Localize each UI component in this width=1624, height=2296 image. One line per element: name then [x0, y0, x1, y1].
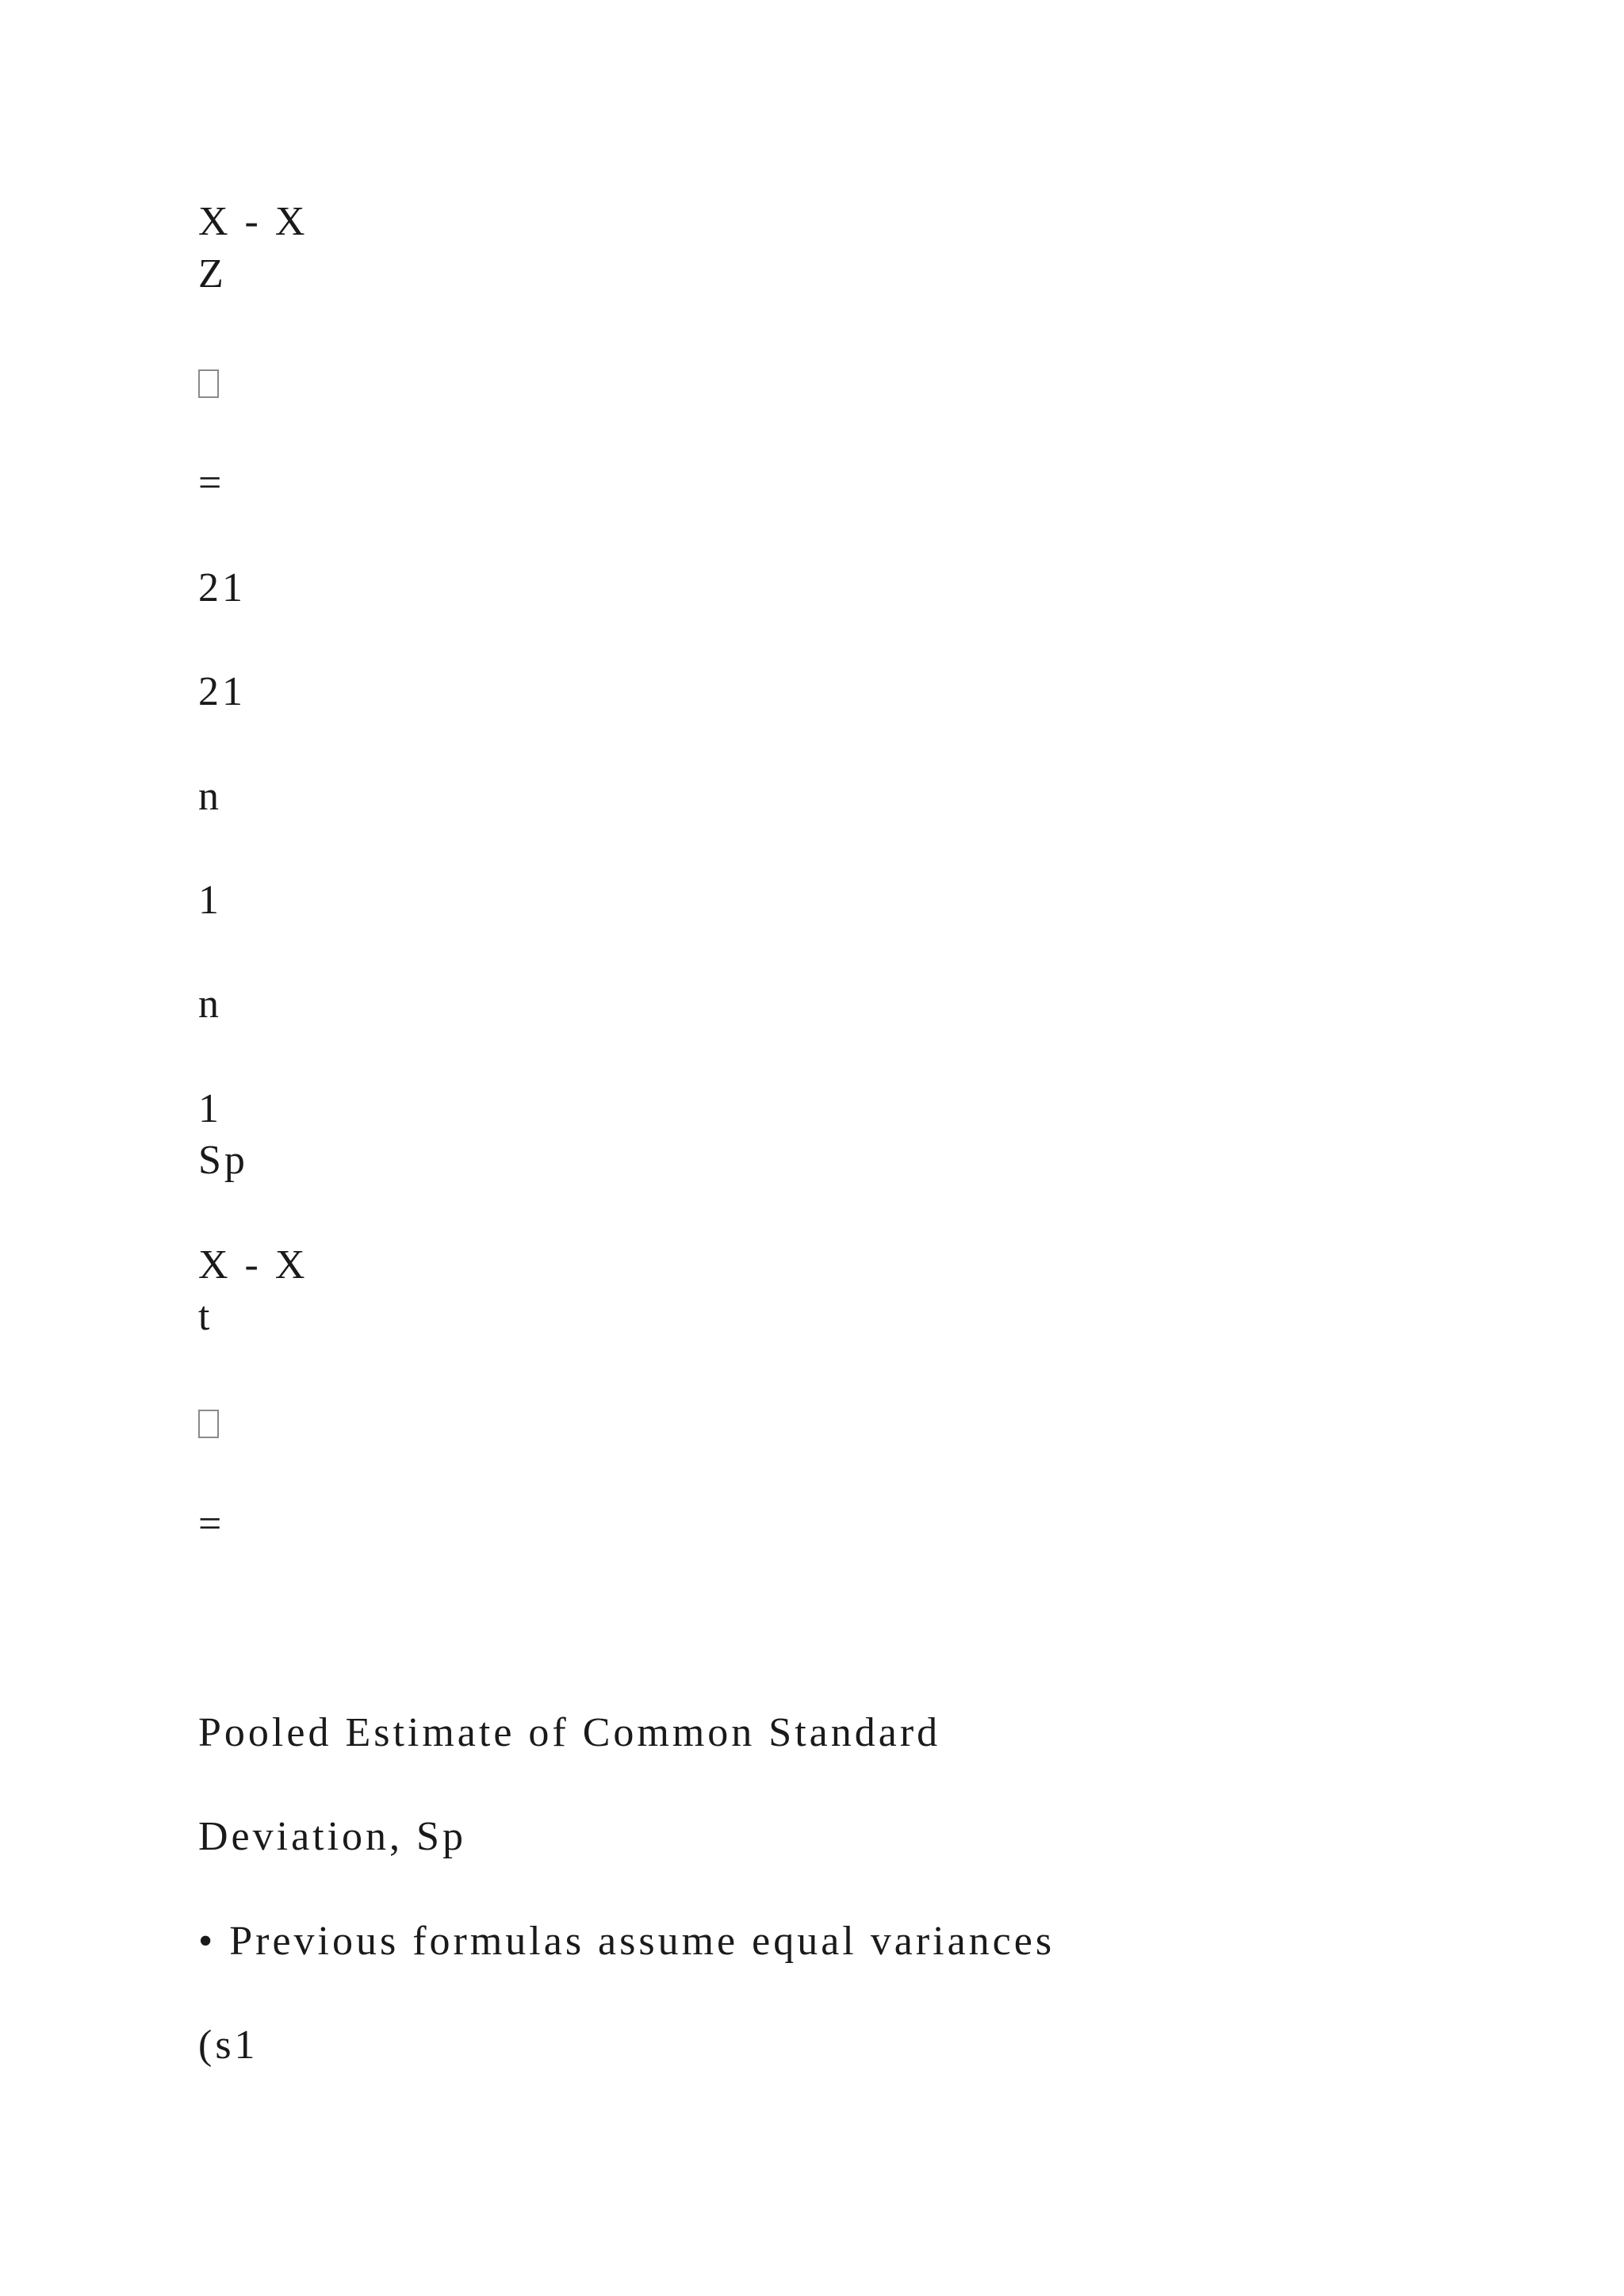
formula-subscript: 21: [198, 565, 246, 610]
formula-numerator: X - X: [198, 199, 308, 244]
bullet-item: • Previous formulas assume equal variances: [198, 1919, 1055, 1964]
section-heading: Pooled Estimate of Common Standard: [198, 1710, 941, 1755]
formula-n: n: [198, 774, 222, 819]
section-heading-continued: Deviation, Sp: [198, 1814, 466, 1859]
formula-numerator: X - X: [198, 1242, 308, 1288]
formula-sp: Sp: [198, 1138, 248, 1183]
missing-glyph-icon: [198, 357, 219, 404]
formula-n: n: [198, 982, 222, 1027]
formula-t-symbol: t: [198, 1294, 213, 1339]
formula-equals: =: [198, 461, 225, 506]
missing-glyph-icon: [198, 1397, 219, 1445]
body-text: (s1: [198, 2022, 259, 2068]
formula-one: 1: [198, 1086, 222, 1131]
formula-subscript: 21: [198, 669, 246, 714]
formula-z-symbol: Z: [198, 251, 227, 297]
formula-one: 1: [198, 878, 222, 923]
formula-equals: =: [198, 1502, 225, 1547]
